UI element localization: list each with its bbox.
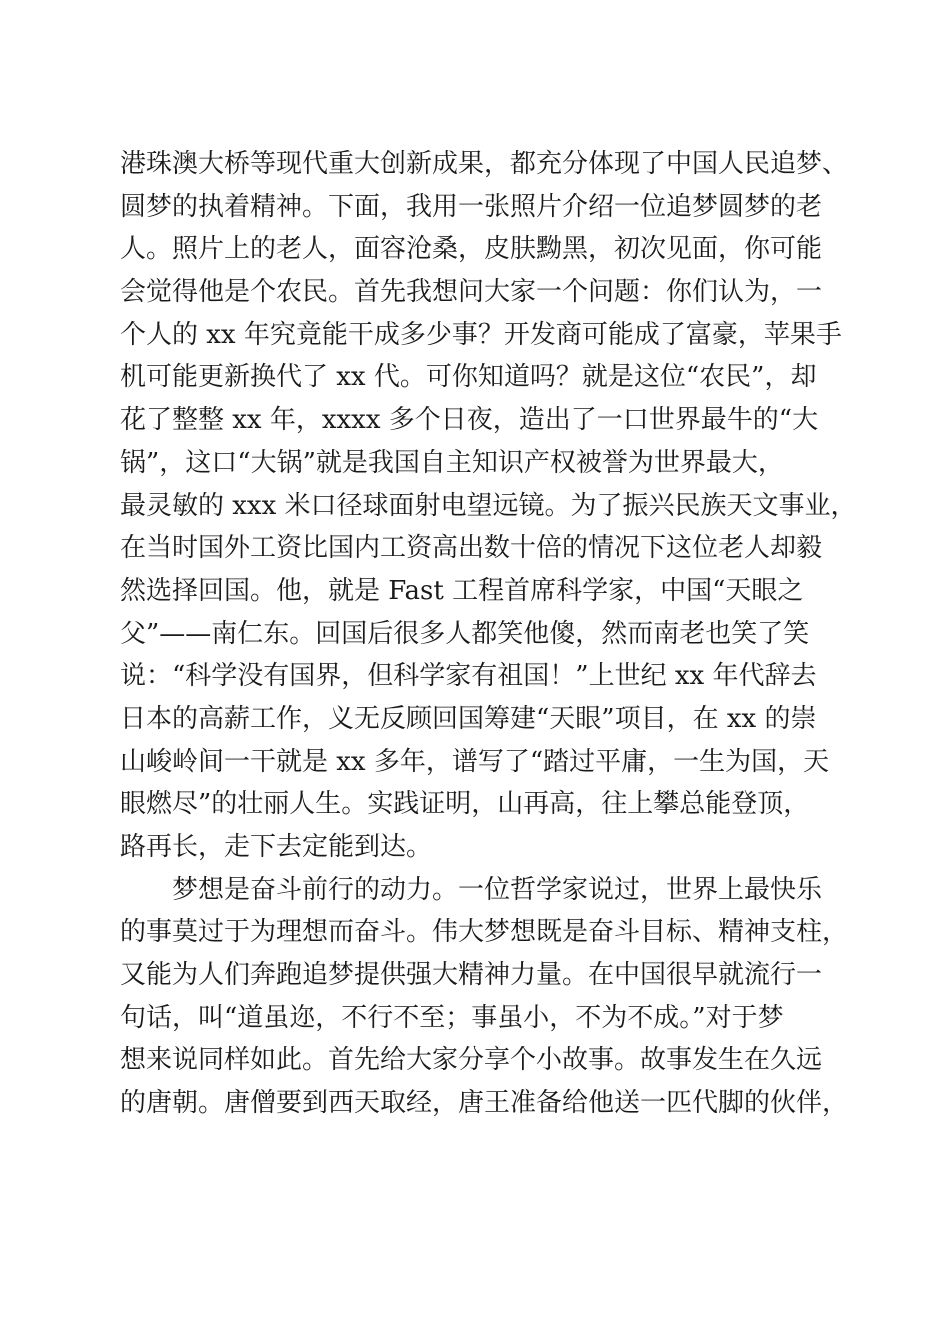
text-line: 然选择回国。他，就是 Fast 工程首席科学家，中国“天眼之 (120, 575, 804, 606)
text-line: 父”——南仁东。回国后很多人都笑他傻，然而南老也笑了笑 (120, 618, 810, 649)
text-line: 的事莫过于为理想而奋斗。伟大梦想既是奋斗目标、精神支柱， (120, 917, 849, 948)
text-line: 眼燃尽”的壮丽人生。实践证明，山再高，往上攀总能登顶， (120, 789, 810, 820)
text-line: 个人的 xx 年究竟能干成多少事？开发商可能成了富豪，苹果手 (120, 319, 842, 350)
text-line: 最灵敏的 xxx 米口径球面射电望远镜。为了振兴民族天文事业， (120, 490, 857, 521)
text-line: 想来说同样如此。首先给大家分享个小故事。故事发生在久远 (120, 1045, 823, 1076)
text-line: 路再长，走下去定能到达。 (120, 832, 433, 862)
text-line: 花了整整 xx 年，xxxx 多个日夜，造出了一口世界最牛的“大 (120, 405, 819, 436)
text-line: 圆梦的执着精神。下面，我用一张照片介绍一位追梦圆梦的老 (120, 191, 823, 222)
text-line: 锅”，这口“大锅”就是我国自主知识产权被誉为世界最大， (120, 447, 784, 478)
text-line: 机可能更新换代了 xx 代。可你知道吗？就是这位“农民”，却 (120, 362, 817, 393)
text-line: 又能为人们奔跑追梦提供强大精神力量。在中国很早就流行一 (120, 960, 823, 991)
document-body (120, 143, 857, 1125)
text-line: 港珠澳大桥等现代重大创新成果，都充分体现了中国人民追梦、 (120, 149, 849, 179)
text-line: 人。照片上的老人，面容沧桑，皮肤黝黑，初次见面，你可能 (120, 234, 823, 265)
paragraph-1 (120, 143, 857, 869)
text-line: 山峻岭间一干就是 xx 多年，谱写了“踏过平庸，一生为国，天 (120, 746, 830, 777)
text-line: 日本的高薪工作，义无反顾回国筹建“天眼”项目，在 xx 的崇 (120, 703, 817, 734)
text-line: 说：“科学没有国界，但科学家有祖国！”上世纪 xx 年代辞去 (120, 661, 817, 692)
text-line: 梦想是奋斗前行的动力。一位哲学家说过，世界上最快乐 (172, 874, 823, 905)
text-line: 在当时国外工资比国内工资高出数十倍的情况下这位老人却毅 (120, 533, 823, 564)
text-line: 的唐朝。唐僧要到西天取经，唐王准备给他送一匹代脚的伙伴， (120, 1088, 849, 1119)
text-line: 会觉得他是个农民。首先我想问大家一个问题：你们认为，一 (120, 277, 823, 308)
text-line: 句话，叫“道虽迩，不行不至；事虽小，不为不成。”对于梦 (120, 1002, 784, 1033)
paragraph-2 (120, 869, 849, 1125)
